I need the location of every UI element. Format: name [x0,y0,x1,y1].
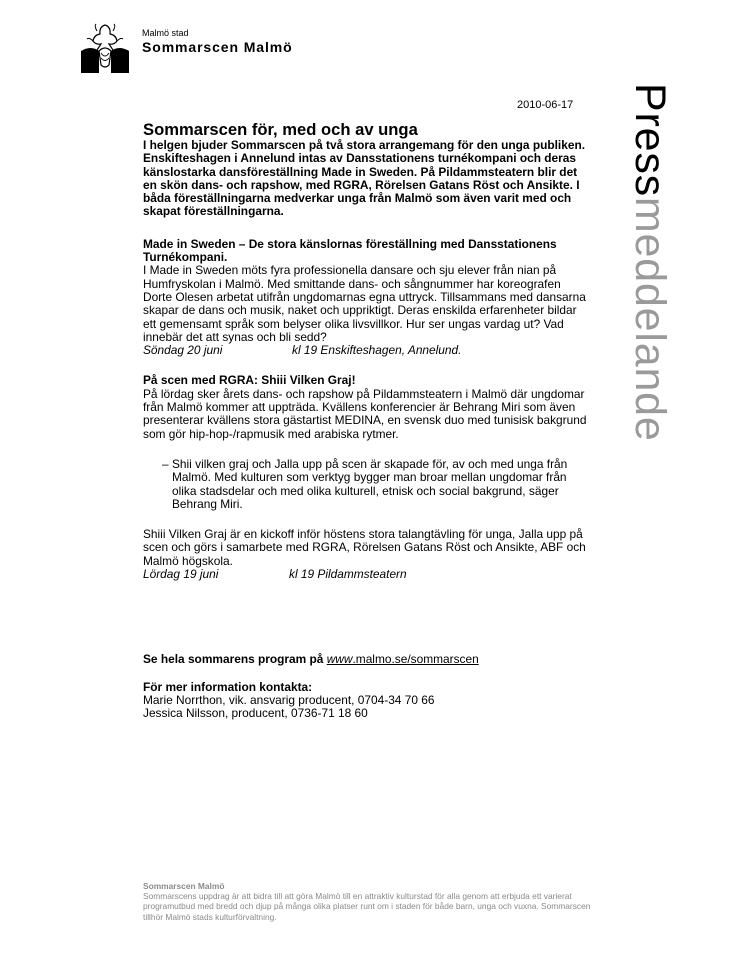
program-link[interactable] [327,652,479,666]
article [143,121,588,721]
quote-text: Shii vilken graj och Jalla upp på scen är skapade för, av och med unga från Malmö. Med kulturen som verktyg bygger man broar mellan ungdomar från olika stadsdelar och med olika kulturell, etnisk och social bakgrund, säger Behrang Miri. [172,456,568,511]
section1-body: I Made in Sweden möts fyra professionella dansare och sju elever från nian på Humfryskolan i Malmö. Med smittande dans- och sångnummer har koreografen Dorte Olesen arbetat utifrån ungdomarnas egna uttryck. Tillsammans med dansarna skapar de dans och musik, naket och uppriktigt. Deras enskilda erfarenheter bildar ett gemensamt språk som belyser olika livsvillkor. Hur ser ungas vardag ut? Vad innebär det att synas och bli sedd? [143,263,586,344]
org-name: Sommarscen Malmö [142,39,293,55]
quote-item [162,456,577,511]
contact-line-2: Jessica Nilsson, producent, 0736-71 18 60 [143,706,368,721]
side-label [620,83,680,483]
section1-when [143,344,588,357]
section2-body: På lördag sker årets dans- och rapshow på Pildammsteatern i Malmö där ungdomar från Malmö kommer att uppträda. Kvällens konferencier är Behrang Miri som även presenterar kvällens stora gästartist MEDINA, en svensk duo med tunisisk bakgrund som gör hip-hop-/rapmusik med arabiska rytmer. [143,386,587,441]
side-label-grey: meddelande [626,196,674,442]
section2-when [143,568,588,581]
article-title: Sommarscen för, med och av unga [143,120,418,139]
section2-place: kl 19 Pildammsteatern [289,567,407,582]
contact-line-1: Marie Norrthon, vik. ansvarig producent, 0704-34 70 66 [143,692,435,707]
footer [143,881,593,922]
program-link-www[interactable]: www [326,652,353,667]
section2-heading: På scen med RGRA: Shiii Vilken Graj! [143,373,356,388]
article-intro: I helgen bjuder Sommarscen på två stora arrangemang för den unga publiken. Enskifteshagen i Annelund intas av Dansstationens turnékompani och deras känslostarka dansföreställning Made in Sweden. På Pildammsteatern blir det en skön dans- och rapshow, med RGRA, Rörelsen Gatans Röst och Ansikte. I båda föreställningarna medverkar unga från Malmö som även varit med och skapat föreställningarna. [143,138,586,219]
section2-day: Lördag 19 juni [143,567,219,582]
org-name-small: Malmö stad [142,28,189,38]
section2-body2: Shiii Vilken Graj är en kickoff inför höstens stora talangtävling för unga, Jalla upp på scen och görs i samarbete med RGRA, Rörelsen Gatans Röst och Ansikte, ABF och Malmö högskola. [143,527,586,568]
quote-dash: – [162,456,169,471]
section1-place: kl 19 Enskifteshagen, Annelund. [292,343,462,358]
press-date: 2010-06-17 [517,99,574,111]
section1-heading: Made in Sweden – De stora känslornas föreställning med Dansstationens Turnékompani. [143,236,557,265]
side-label-dark: Press [626,83,674,197]
program-text: Se hela sommarens program på [143,652,327,667]
footer-heading: Sommarscen Malmö [143,881,225,891]
section1-day: Söndag 20 juni [143,343,223,358]
malmo-griffin-crest-icon [79,21,131,73]
contact-heading: För mer information kontakta: [143,679,313,694]
program-link-rest[interactable]: .malmo.se/sommarscen [352,652,479,667]
program-line [143,653,588,666]
footer-text: Sommarscens uppdrag är att bidra till att göra Malmö till en attraktiv kulturstad för alla genom att erbjuda ett varierat programutbud med bredd och djup på många olika platser runt om i staden för både barn, unga och vuxna. Sommarscen tillhör Malmö stads kulturförvaltning. [143,891,591,922]
